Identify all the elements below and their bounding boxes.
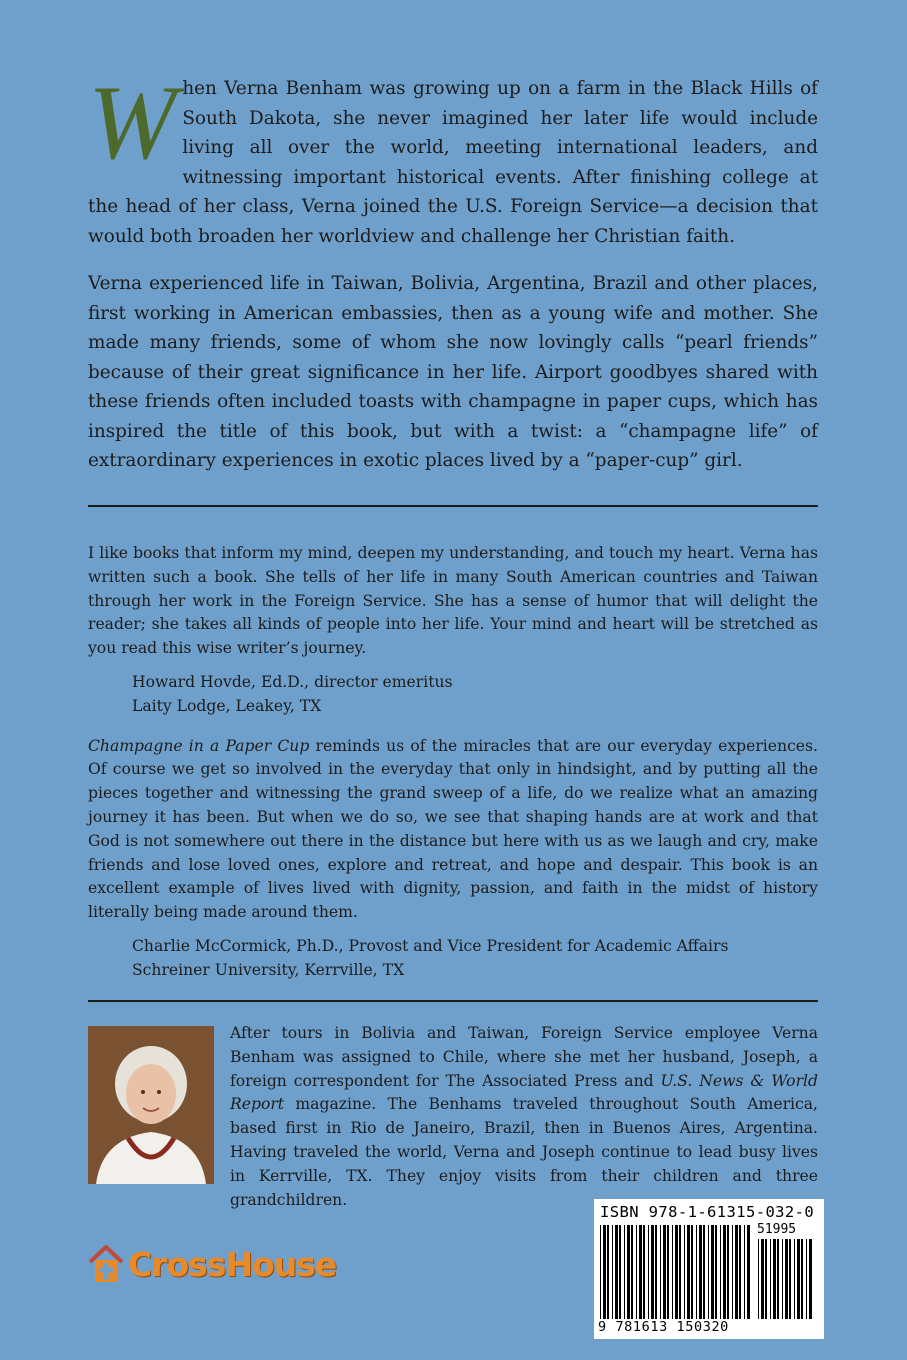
review-2-text	[88, 735, 818, 925]
publisher-name: CrossHouse	[128, 1244, 337, 1284]
divider-top	[88, 505, 818, 507]
barcode-bar	[627, 1225, 630, 1319]
review-2-attribution	[132, 935, 818, 983]
barcode-bar	[727, 1225, 729, 1319]
review-2-body: reminds us of the miracles that are our everyday experiences. Of course we get so involved in the everyday that only in hindsight, and by putting all the pieces together and witnessing the grand sweep of a life, do we realize what an amazing journey it has been. But when we do so, we see that shaping hands are at work and that God is not somewhere out there in the distance but here with us as we laugh and cry, make friends and lose loved ones, explore and retreat, and hope and despair. This book is an excellent example of lives lived with dignity, passion, and faith in the midst of history literally being made around them.	[88, 736, 818, 922]
barcode-bar	[732, 1225, 733, 1319]
barcode-bar	[651, 1225, 654, 1319]
barcode-bar	[758, 1239, 759, 1319]
isbn-number: ISBN 978-1-61315-032-0	[600, 1203, 815, 1221]
barcode-bar	[636, 1225, 637, 1319]
house-cross-icon	[88, 1244, 124, 1284]
barcode-bars-main	[600, 1225, 750, 1321]
barcode-bar	[708, 1225, 709, 1319]
barcode-bar	[612, 1225, 613, 1319]
barcode-bar	[684, 1225, 685, 1319]
bio-magazine-title: U.S. News & World Report	[230, 1071, 818, 1114]
barcode-bar	[607, 1225, 609, 1319]
blurb-paragraph-1	[88, 64, 818, 251]
author-portrait-illustration	[88, 1026, 214, 1184]
barcode-bar	[715, 1225, 717, 1319]
barcode-bar	[643, 1225, 645, 1319]
barcode-bar	[615, 1225, 618, 1319]
barcode-bar	[663, 1225, 666, 1319]
review-1-affiliation: Laity Lodge, Leakey, TX	[132, 696, 322, 715]
barcode-bar	[782, 1239, 783, 1319]
barcode-bar	[801, 1239, 803, 1319]
barcode-bar	[765, 1239, 767, 1319]
barcode-bar	[777, 1239, 779, 1319]
barcode-bar	[660, 1225, 661, 1319]
barcode-bar	[711, 1225, 714, 1319]
barcode-bar	[806, 1239, 807, 1319]
review-2-affiliation: Schreiner University, Kerrville, TX	[132, 960, 405, 979]
review-1-attribution	[132, 671, 818, 719]
barcode-bar	[624, 1225, 625, 1319]
author-bio	[230, 1022, 818, 1212]
barcode-bar	[739, 1225, 741, 1319]
barcode-bar	[785, 1239, 788, 1319]
barcode-bar	[703, 1225, 705, 1319]
blurb-paragraph-2: Verna experienced life in Taiwan, Bolivia, Argentina, Brazil and other places, first working in American embassies, then as a young wife and mother. She made many friends, some of whom she now lovingly calls “pearl friends” because of their great significance in her life. Airport goodbyes shared with these friends often included toasts with champagne in paper cups, which has inspired the title of this book, but with a twist: a “champagne life” of extraordinary experiences in exotic places lived by a “paper-cup” girl.	[88, 273, 818, 471]
barcode-bar	[687, 1225, 690, 1319]
barcode-bar	[723, 1225, 726, 1319]
divider-bottom	[88, 1000, 818, 1002]
barcode-bar	[761, 1239, 764, 1319]
drop-cap: W	[88, 64, 177, 181]
barcode-bar	[797, 1239, 800, 1319]
book-title-italic: Champagne in a Paper Cup	[88, 736, 310, 755]
barcode-bar	[675, 1225, 678, 1319]
barcode-bar	[809, 1239, 812, 1319]
blurb-text-1: hen Verna Benham was growing up on a farm in the Black Hills of South Dakota, she never imagined her later life would include living all over the world, meeting international leaders, and witnessing important historical events. After finishing college at the head of her class, Verna joined the U.S. Foreign Service—a decision that would both broaden her worldview and challenge her Christian faith.	[88, 78, 818, 247]
publisher-logo	[88, 1240, 336, 1288]
review-2-author: Charlie McCormick, Ph.D., Provost and Vice President for Academic Affairs	[132, 936, 729, 955]
barcode-digits: 9 781613 150320	[598, 1319, 729, 1335]
barcode-bar	[648, 1225, 649, 1319]
barcode-bar	[699, 1225, 702, 1319]
barcode-bar	[696, 1225, 697, 1319]
barcode-bar	[672, 1225, 673, 1319]
barcode-bar	[655, 1225, 657, 1319]
barcode-bar	[691, 1225, 693, 1319]
book-blurb	[88, 64, 818, 494]
barcode-bar	[631, 1225, 633, 1319]
barcode-bars-addon	[758, 1239, 818, 1321]
bio-text-1: After tours in Bolivia and Taiwan, Foreign Service employee Verna Benham was assigned to Chile, where she met her husband, Joseph, a foreign correspondent for The Associated Press and	[230, 1024, 818, 1090]
barcode-bar	[744, 1225, 745, 1319]
barcode-bar	[679, 1225, 681, 1319]
review-1-text: I like books that inform my mind, deepen my understanding, and touch my heart. Verna has written such a book. She tells of her life in many South American countries and Taiwan through her work in the Foreign Service. She has a sense of humor that will delight the reader; she takes all kinds of people into her life. Your mind and heart will be stretched as you read this wise writer’s journey.	[88, 544, 818, 658]
bio-text-2: magazine. The Benhams traveled throughout South America, based first in Rio de Janeiro, Brazil, then in Buenos Aires, Argentina. Having traveled the world, Verna and Joseph continue to lead busy lives in Kerrville, TX. They enjoy visits from their children and three grandchildren.	[230, 1095, 818, 1209]
barcode-bar	[789, 1239, 791, 1319]
barcode-bar	[639, 1225, 642, 1319]
barcode-bar	[747, 1225, 750, 1319]
barcode-bar	[667, 1225, 669, 1319]
isbn-barcode	[594, 1199, 824, 1339]
price-code: 51995	[757, 1222, 797, 1237]
barcode-bar	[603, 1225, 606, 1319]
barcode-bar	[600, 1225, 601, 1319]
barcode-bar	[735, 1225, 738, 1319]
barcode-bar	[794, 1239, 795, 1319]
barcode-bar	[770, 1239, 771, 1319]
author-photo	[88, 1026, 214, 1184]
barcode-bar	[773, 1239, 776, 1319]
review-1-author: Howard Hovde, Ed.D., director emeritus	[132, 672, 453, 691]
barcode-bar	[720, 1225, 721, 1319]
endorsements	[88, 542, 818, 999]
barcode-bar	[619, 1225, 621, 1319]
